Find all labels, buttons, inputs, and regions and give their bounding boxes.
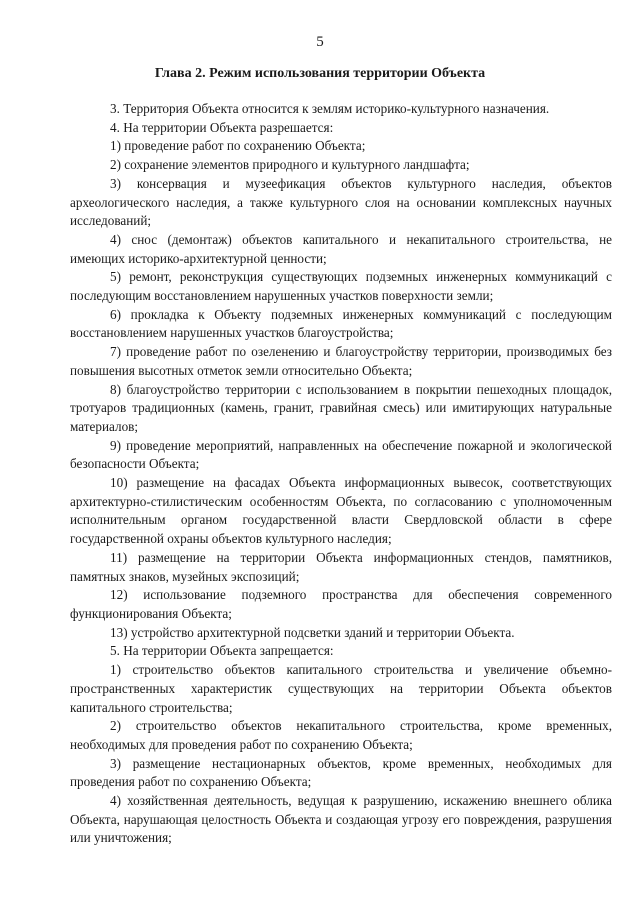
paragraph: 11) размещение на территории Объекта информационных стендов, памятников, памятных знаков, музейных экспозиций; (70, 549, 612, 584)
paragraph: 4) хозяйственная деятельность, ведущая к разрушению, искажению внешнего облика Объекта, нарушающая целостность Объекта и создающая угрозу его повреждения, разрушения или уничтожения; (70, 793, 612, 846)
paragraph: 3. Территория Объекта относится к землям историко-культурного назначения. (110, 101, 550, 116)
paragraph: 7) проведение работ по озеленению и благоустройству территории, производимых без повышения высотных отметок земли относительно Объекта; (70, 344, 612, 378)
paragraph: 3) размещение нестационарных объектов, кроме временных, необходимых для проведения работ по сохранению Объекта; (70, 755, 612, 790)
page-number: 5 (316, 34, 324, 50)
paragraph: 13) устройство архитектурной подсветки зданий и территории Объекта. (110, 624, 515, 640)
paragraph: 3) консервация и музеефикация объектов культурного наследия, объектов археологического наследия, а также культурного слоя на основании комплексных научных исследований; (70, 175, 612, 229)
chapter-title: Глава 2. Режим использования территории Объекта (154, 66, 486, 81)
paragraph: 4. На территории Объекта разрешается: (110, 119, 334, 135)
paragraph: 5) ремонт, реконструкция существующих подземных инженерных коммуникаций с последующим восстановлением нарушенных участков поверхности земли; (70, 269, 612, 304)
paragraph: 1) строительство объектов капитального строительства и увеличение объемно-пространственных характеристик существующих на территории Объекта объектов капитального строительства; (70, 662, 612, 715)
paragraph: 4) снос (демонтаж) объектов капитального и некапитального строительства, не имеющих историко-архитектурной ценности; (70, 231, 612, 266)
paragraph: 9) проведение мероприятий, направленных на обеспечение пожарной и экологической безопасности Объекта; (70, 437, 612, 472)
paragraph: 8) благоустройство территории с использованием в покрытии пешеходных площадок, тротуаров традиционных (камень, гранит, гравийная смесь) или имитирующих натуральные материалов; (70, 381, 612, 434)
paragraph: 6) прокладка к Объекту подземных инженерных коммуникаций с последующим восстановлением нарушенных участков благоустройства; (70, 306, 612, 341)
paragraph: 5. На территории Объекта запрещается: (110, 643, 334, 659)
paragraph: 2) строительство объектов некапитального строительства, кроме временных, необходимых для проведения работ по сохранению Объекта; (70, 718, 612, 752)
body-text (70, 100, 612, 848)
paragraph: 12) использование подземного пространства для обеспечения современного функционирования Объекта; (70, 587, 612, 621)
paragraph: 10) размещение на фасадах Объекта информационных вывесок, соответствующих архитектурно-стилистическим особенностям Объекта, по согласованию с уполномоченным исполнительным органом государственной власти Свердловской области в сфере государственной охраны объектов культурного наследия; (70, 475, 612, 547)
paragraph: 2) сохранение элементов природного и культурного ландшафта; (110, 157, 470, 173)
paragraph: 1) проведение работ по сохранению Объекта; (110, 138, 366, 154)
